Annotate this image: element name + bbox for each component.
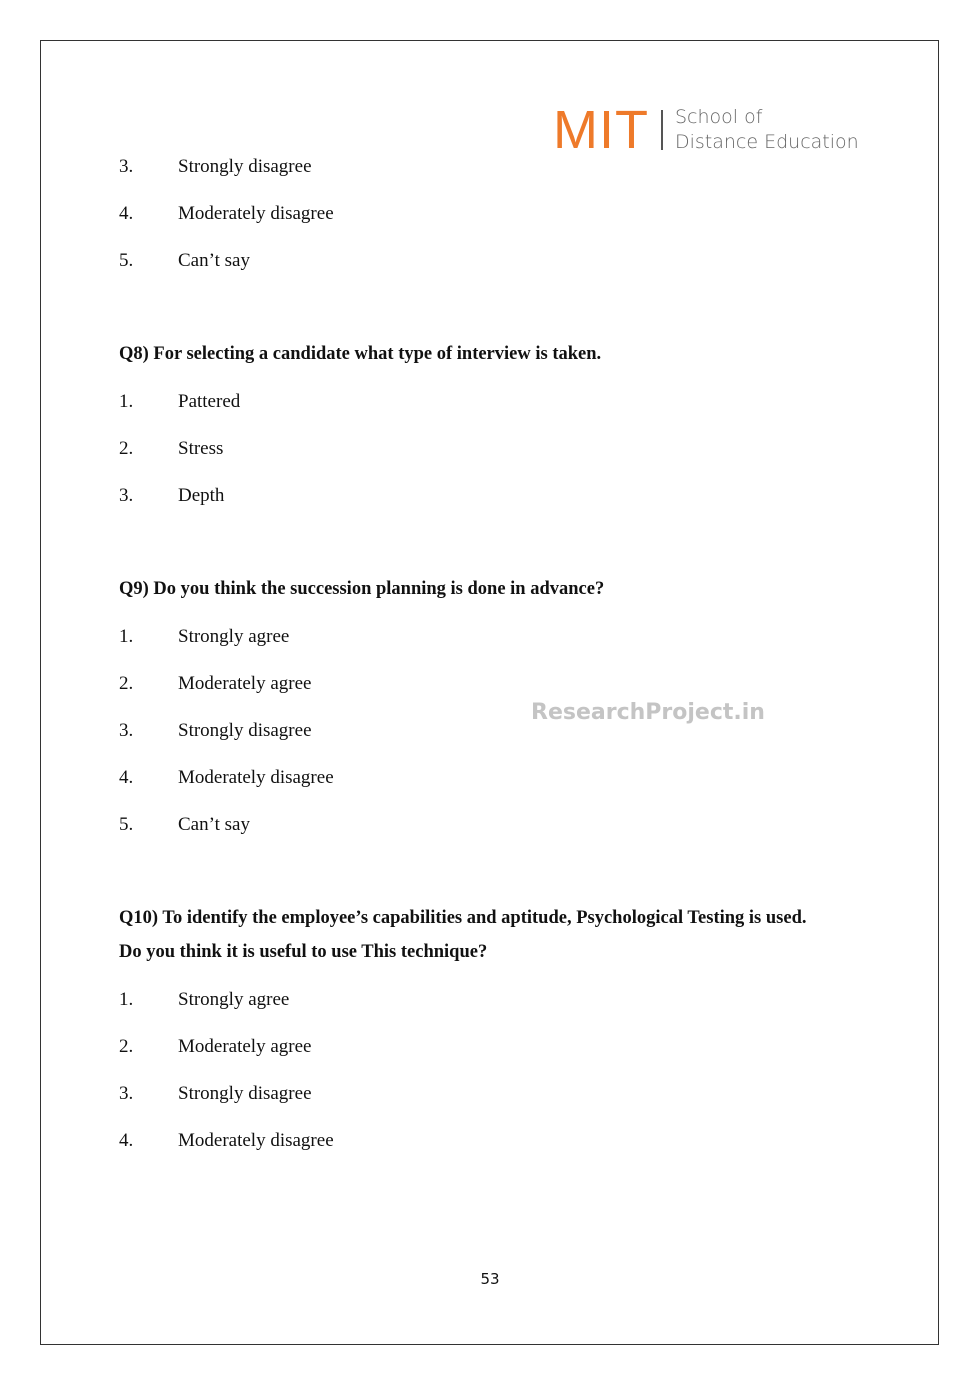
option-item	[119, 801, 879, 848]
option-number: 5.	[119, 249, 134, 271]
option-label: Strongly disagree	[178, 1082, 312, 1104]
option-number: 2.	[119, 672, 134, 694]
option-label: Strongly disagree	[178, 155, 312, 177]
option-item	[119, 237, 879, 284]
questionnaire	[119, 143, 879, 1164]
option-label: Strongly agree	[178, 988, 290, 1010]
option-number: 2.	[119, 1035, 134, 1057]
watermark: ResearchProject.in	[531, 700, 765, 725]
option-item	[119, 1070, 879, 1117]
option-number: 4.	[119, 202, 134, 224]
option-label: Can’t say	[178, 813, 250, 835]
page-number: 53	[480, 1270, 500, 1288]
option-label: Strongly disagree	[178, 719, 312, 741]
question-q10-line2: Do you think it is useful to use This technique?	[119, 942, 488, 962]
option-label: Moderately agree	[178, 1035, 312, 1057]
option-label: Moderately agree	[178, 672, 312, 694]
option-item	[119, 1117, 879, 1164]
carryover-options	[119, 143, 879, 284]
logo-brand: MIT	[553, 100, 649, 160]
option-item	[119, 613, 879, 660]
option-item	[119, 660, 879, 707]
option-label: Moderately disagree	[178, 766, 334, 788]
option-label: Moderately disagree	[178, 1129, 334, 1151]
option-item	[119, 143, 879, 190]
question-q10	[119, 895, 879, 976]
option-item	[119, 425, 879, 472]
question-q10-line1: Q10) To identify the employee’s capabilities and aptitude, Psychological Testing is used.	[119, 908, 807, 928]
option-item	[119, 976, 879, 1023]
option-number: 4.	[119, 1129, 134, 1151]
option-item	[119, 190, 879, 237]
option-number: 3.	[119, 719, 134, 741]
option-number: 3.	[119, 155, 134, 177]
option-label: Can’t say	[178, 249, 250, 271]
option-number: 1.	[119, 988, 134, 1010]
option-label: Pattered	[178, 390, 241, 412]
option-number: 3.	[119, 484, 134, 506]
option-item	[119, 378, 879, 425]
option-item	[119, 754, 879, 801]
option-label: Strongly agree	[178, 625, 290, 647]
option-number: 1.	[119, 390, 134, 412]
logo-line1: School of	[674, 106, 763, 128]
option-number: 1.	[119, 625, 134, 647]
option-number: 3.	[119, 1082, 134, 1104]
option-item	[119, 707, 879, 754]
option-item	[119, 1023, 879, 1070]
option-number: 2.	[119, 437, 134, 459]
option-number: 4.	[119, 766, 134, 788]
option-label: Stress	[178, 437, 224, 459]
option-number: 5.	[119, 813, 134, 835]
option-label: Moderately disagree	[178, 202, 334, 224]
logo-line2: Distance Education	[674, 131, 859, 153]
question-q9: Q9) Do you think the succession planning is done in advance?	[119, 578, 605, 599]
question-q8: Q8) For selecting a candidate what type of interview is taken.	[119, 343, 602, 364]
option-item	[119, 472, 879, 519]
option-label: Depth	[178, 484, 225, 506]
